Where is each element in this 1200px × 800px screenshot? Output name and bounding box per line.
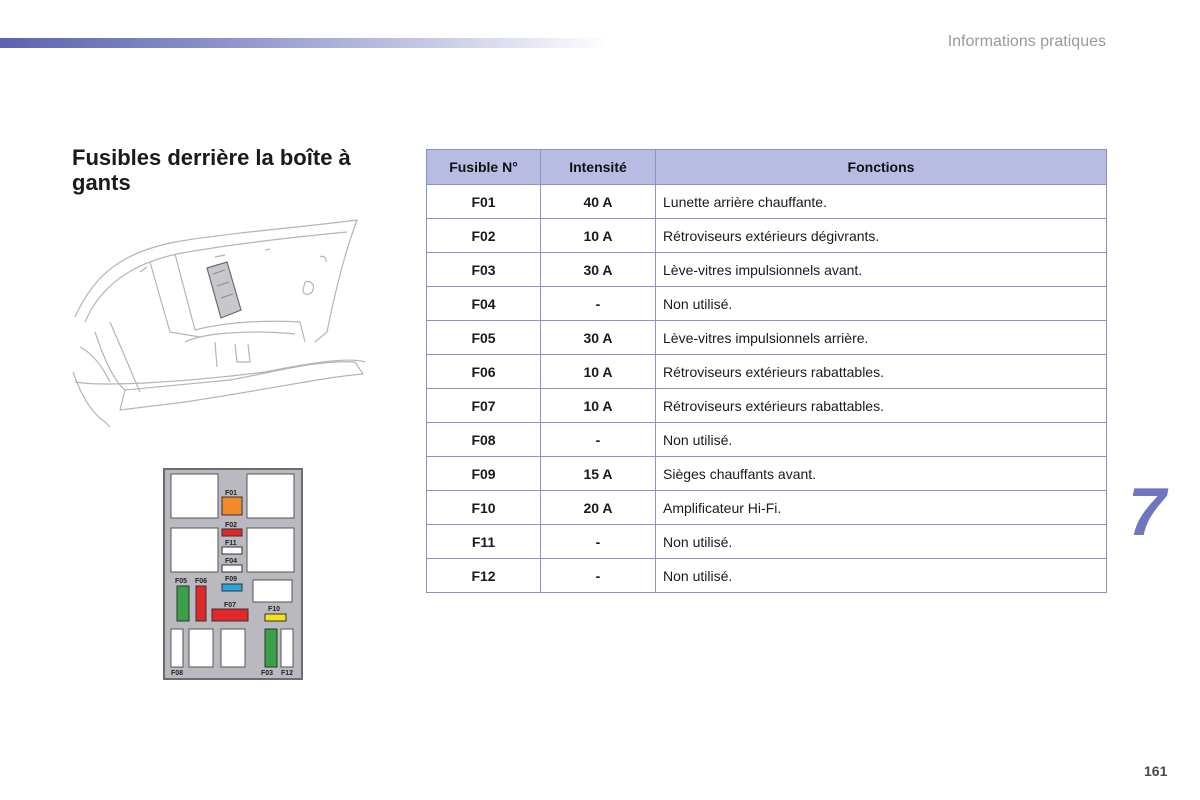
fuse-label-f03: F03 <box>261 670 274 677</box>
fuse-f03 <box>265 629 277 667</box>
fuse-intensity: - <box>541 423 656 457</box>
fuse-number: F02 <box>427 219 541 253</box>
table-row <box>427 253 1107 287</box>
fuse-label-f11: F11 <box>225 540 237 547</box>
fuse-number: F09 <box>427 457 541 491</box>
fuse-f07 <box>212 609 248 621</box>
fuse-f04 <box>222 565 242 572</box>
fuse-label-f06: F06 <box>195 578 208 585</box>
fuse-function: Non utilisé. <box>656 287 1107 321</box>
fuse-intensity: 20 A <box>541 491 656 525</box>
fuse-number: F08 <box>427 423 541 457</box>
fuse-intensity: 30 A <box>541 253 656 287</box>
relay-slot <box>221 629 245 667</box>
fuse-label-f12: F12 <box>281 670 294 677</box>
fuse-intensity: 10 A <box>541 355 656 389</box>
fuse-function: Rétroviseurs extérieurs rabattables. <box>656 389 1107 423</box>
fuse-function: Lunette arrière chauffante. <box>656 185 1107 219</box>
fuse-function: Rétroviseurs extérieurs rabattables. <box>656 355 1107 389</box>
fuse-label-f01: F01 <box>225 490 238 497</box>
fuse-function: Sièges chauffants avant. <box>656 457 1107 491</box>
fuse-intensity: - <box>541 287 656 321</box>
table-row <box>427 355 1107 389</box>
fuse-box-diagram <box>163 468 305 684</box>
glovebox-illustration <box>65 212 370 447</box>
column-header-functions: Fonctions <box>656 150 1107 185</box>
table-row <box>427 457 1107 491</box>
fuse-label-f10: F10 <box>268 606 281 613</box>
relay-slot <box>171 474 218 518</box>
fuse-table <box>426 149 1107 593</box>
section-title: Informations pratiques <box>947 33 1106 50</box>
fuse-function: Non utilisé. <box>656 525 1107 559</box>
fuse-label-f05: F05 <box>175 578 188 585</box>
table-row <box>427 287 1107 321</box>
relay-slot <box>253 580 292 602</box>
table-row <box>427 219 1107 253</box>
column-header-fuse-number: Fusible N° <box>427 150 541 185</box>
fuse-number: F06 <box>427 355 541 389</box>
fuse-f02 <box>222 529 242 536</box>
fuse-f08 <box>171 629 183 667</box>
page-number: 161 <box>1144 763 1168 779</box>
fuse-intensity: 10 A <box>541 389 656 423</box>
fuse-label-f07: F07 <box>224 602 237 609</box>
fuse-function: Lève-vitres impulsionnels avant. <box>656 253 1107 287</box>
table-row <box>427 185 1107 219</box>
fuse-number: F07 <box>427 389 541 423</box>
table-row <box>427 423 1107 457</box>
fuse-intensity: 15 A <box>541 457 656 491</box>
fuse-number: F10 <box>427 491 541 525</box>
fuse-intensity: 40 A <box>541 185 656 219</box>
fuse-label-f04: F04 <box>225 558 238 565</box>
table-row <box>427 491 1107 525</box>
fuse-function: Non utilisé. <box>656 559 1107 593</box>
fuse-f01 <box>222 497 242 515</box>
relay-slot <box>189 629 213 667</box>
fuse-function: Amplificateur Hi-Fi. <box>656 491 1107 525</box>
fuse-function: Rétroviseurs extérieurs dégivrants. <box>656 219 1107 253</box>
fuse-intensity: - <box>541 525 656 559</box>
table-header-row <box>427 150 1107 185</box>
fuse-function: Non utilisé. <box>656 423 1107 457</box>
page-heading: Fusibles derrière la boîte à gants <box>72 145 351 195</box>
fuse-number: F03 <box>427 253 541 287</box>
table-row <box>427 559 1107 593</box>
fuse-label-f02: F02 <box>225 522 238 529</box>
fuse-f12 <box>281 629 293 667</box>
fuse-label-f08: F08 <box>171 670 184 677</box>
fuse-intensity: - <box>541 559 656 593</box>
table-row <box>427 321 1107 355</box>
table-row <box>427 389 1107 423</box>
fuse-number: F01 <box>427 185 541 219</box>
chapter-number: 7 <box>1128 474 1166 550</box>
column-header-intensity: Intensité <box>541 150 656 185</box>
relay-slot <box>247 474 294 518</box>
fuse-number: F04 <box>427 287 541 321</box>
fuse-number: F12 <box>427 559 541 593</box>
fuse-number: F11 <box>427 525 541 559</box>
relay-slot <box>247 528 294 572</box>
fuse-intensity: 30 A <box>541 321 656 355</box>
fuse-f05 <box>177 586 189 621</box>
fuse-label-f09: F09 <box>225 576 238 583</box>
fuse-f06 <box>196 586 206 621</box>
fuse-f11 <box>222 547 242 554</box>
fuse-f09 <box>222 584 242 591</box>
header-accent-bar <box>0 38 610 48</box>
fuse-function: Lève-vitres impulsionnels arrière. <box>656 321 1107 355</box>
fuse-intensity: 10 A <box>541 219 656 253</box>
table-row <box>427 525 1107 559</box>
fuse-f10 <box>265 614 286 621</box>
relay-slot <box>171 528 218 572</box>
fuse-number: F05 <box>427 321 541 355</box>
